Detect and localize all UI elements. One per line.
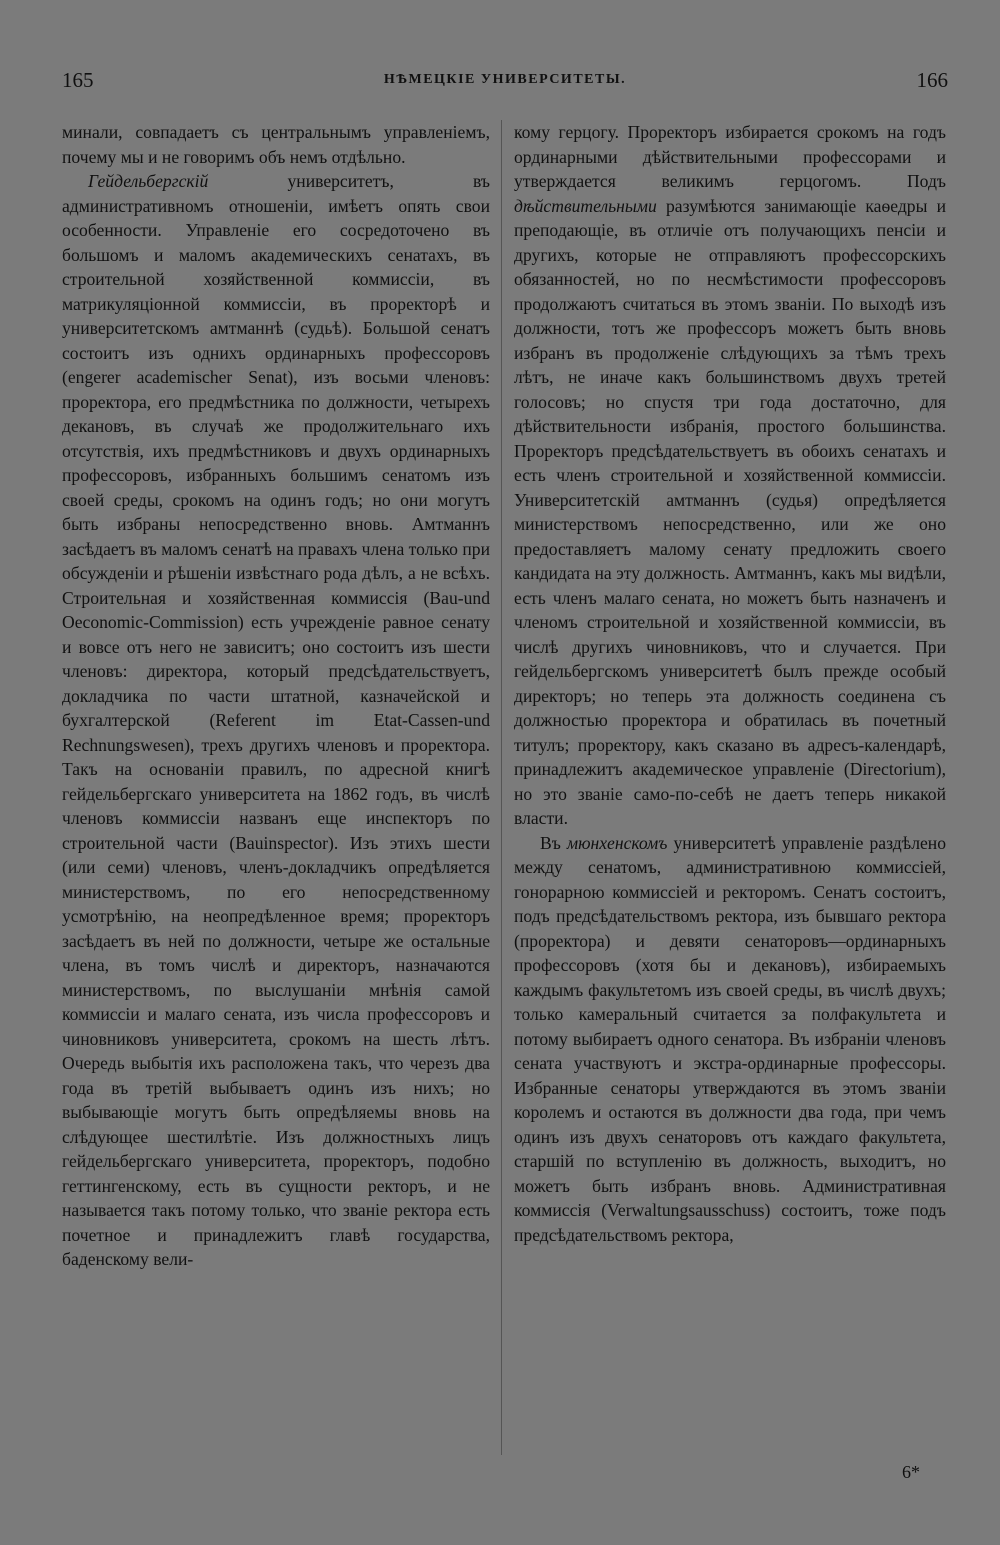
right-paragraph-1-text: разумѣются занимающіе каѳедры и преподающіе, въ отличіе отъ получающихъ пенсіи и другихъ, которые не отправляютъ профессорскихъ обязанностей, но по несмѣстимости профессоровъ продолжаютъ считаться въ этомъ званіи. По выходѣ изъ должности, тотъ же профессоръ можетъ быть вновь избранъ въ продолженіе слѣдующихъ за тѣмъ трехъ лѣтъ, не иначе какъ большинствомъ двухъ третей голосовъ; но спустя три года достаточно, для дѣйствительности избранія, простого большинства. Проректоръ предсѣдательствуетъ въ обоихъ сенатахъ и есть членъ строительной и хозяйственной коммиссіи. Университетскій амтманнъ (судья) опредѣляется министерствомъ непосредственно, или же оно предоставляетъ малому сенату предложить своего кандидата на эту должность. Амтманнъ, какъ мы видѣли, есть членъ малаго сената, но можетъ быть назначенъ и членомъ строительной и хозяйственной коммиссіи, въ числѣ другихъ чиновниковъ, что и случается. При гейдельбергскомъ университетѣ былъ прежде особый директоръ; но теперь эта должность соединена съ должностью проректора и обратилась въ почетный титулъ; проректору, какъ сказано въ адресъ-календарѣ, принадлежитъ академическое управленіе (Directorium), но это званіе само-по-себѣ не даетъ теперь никакой власти. [514, 195, 946, 828]
right-paragraph-1-start: кому герцогу. Проректоръ избирается срокомъ на годъ ординарными дѣйствительными профессорами и утверждается великимъ герцогомъ. Подъ [514, 122, 946, 191]
column-divider [501, 120, 502, 1455]
right-paragraph-2-start: Въ [540, 832, 567, 853]
deystvitelnymi-italic: дѣйствительными [514, 195, 657, 216]
heidelberg-italic: Гейдельбергскій [88, 171, 209, 191]
page-number-left: 165 [62, 68, 94, 92]
left-paragraph-1: минали, совпадаетъ съ центральнымъ управленіемъ, почему мы и не говоримъ объ немъ отдѣльно. [62, 122, 490, 167]
page-number-right: 166 [916, 68, 948, 92]
left-paragraph-2 [62, 169, 490, 1272]
right-paragraph-2 [514, 831, 946, 1248]
right-paragraph-1 [514, 120, 946, 831]
signature-mark: 6* [902, 1462, 920, 1482]
munich-italic: мюнхенскомъ [566, 832, 668, 853]
left-column [62, 120, 490, 1272]
right-column [514, 120, 946, 1247]
running-title: НѢМЕЦКІЕ УНИВЕРСИТЕТЫ. [383, 72, 627, 87]
left-paragraph-2-text: университетъ, въ административномъ отношеніи, имѣетъ опять свои особенности. Управленіе его сосредоточено въ большомъ и маломъ академическихъ сенатахъ, въ строительной хозяйственной коммиссіи, въ матрикуляціонной коммиссіи, въ проректорѣ и университетскомъ амтманнѣ (судьѣ). Большой сенатъ состоитъ изъ однихъ ординарныхъ профессоровъ (engerer academischer Senat), изъ восьми членовъ: проректора, его предмѣстника по должности, четырехъ декановъ, въ случаѣ же продолжительнаго ихъ отсутствія, ихъ предмѣстниковъ и двухъ ординарныхъ профессоровъ, избранныхъ большимъ сенатомъ изъ своей среды, срокомъ на одинъ годъ; но они могутъ быть избраны непосредственно вновь. Амтманнъ засѣдаетъ въ маломъ сенатѣ на правахъ члена только при обсужденіи и рѣшеніи извѣстнаго рода дѣлъ, а не всѣхъ. Строительная и хозяйственная коммиссія (Bau-und Oeconomic-Commission) есть учрежденіе равное сенату и вовсе отъ него не зависитъ; оно состоитъ изъ шести членовъ: директора, который предсѣдательствуетъ, докладчика по части штатной, казначейской и бухгалтерской (Referent im Etat-Cassen-und Rechnungswesen), трехъ другихъ членовъ и проректора. Такъ на основаніи правилъ, по адресной книгѣ гейдельбергскаго университета на 1862 годъ, въ числѣ членовъ коммиссіи названъ еще инспекторъ по строительной части (Bauinspector). Изъ этихъ шести (или семи) членовъ, членъ-докладчикъ опредѣляется министерствомъ, по его непосредственному усмотрѣнію, на неопредѣленное время; проректоръ засѣдаетъ въ ней по должности, четыре же остальные члена, въ томъ числѣ и директоръ, назначаются министерствомъ, по выслушаніи мнѣнія самой коммиссіи и малаго сената, изъ числа профессоровъ и чиновниковъ университета, срокомъ на шесть лѣтъ. Очередь выбытія ихъ расположена такъ, что черезъ два года въ третій выбываетъ одинъ изъ нихъ; но выбывающіе могутъ быть опредѣляемы вновь на слѣдующее шестилѣтіе. Изъ должностныхъ лицъ гейдельбергскаго университета, проректоръ, подобно геттингенскому, есть въ сущности ректоръ, и не называется такъ потому только, что званіе ректора есть почетное и принадлежитъ главѣ государства, баденскому вели- [62, 171, 490, 1269]
page-header [62, 68, 948, 98]
right-paragraph-2-text: университетѣ управленіе раздѣлено между сенатомъ, административною коммиссіей, гонорарною коммиссіей и ректоромъ. Сенатъ состоитъ, подъ предсѣдательствомъ ректора, изъ бывшаго ректора (проректора) и девяти сенаторовъ—ординарныхъ профессоровъ (хотя бы и декановъ), избираемыхъ каждымъ факультетомъ изъ своей среды, въ числѣ двухъ; только камеральный считается за полфакультета и потому выбираетъ одного сенатора. Въ избраніи членовъ сената участвуютъ и экстра-ординарные профессоры. Избранные сенаторы утверждаются въ этомъ званіи королемъ и остаются въ должности два года, при чемъ одинъ изъ двухъ сенаторовъ отъ каждаго факультета, старшій по вступленію въ должность, выходитъ, но можетъ быть избранъ вновь. Административная коммиссія (Verwaltungsausschuss) состоитъ, тоже подъ предсѣдательствомъ ректора, [514, 832, 947, 1245]
